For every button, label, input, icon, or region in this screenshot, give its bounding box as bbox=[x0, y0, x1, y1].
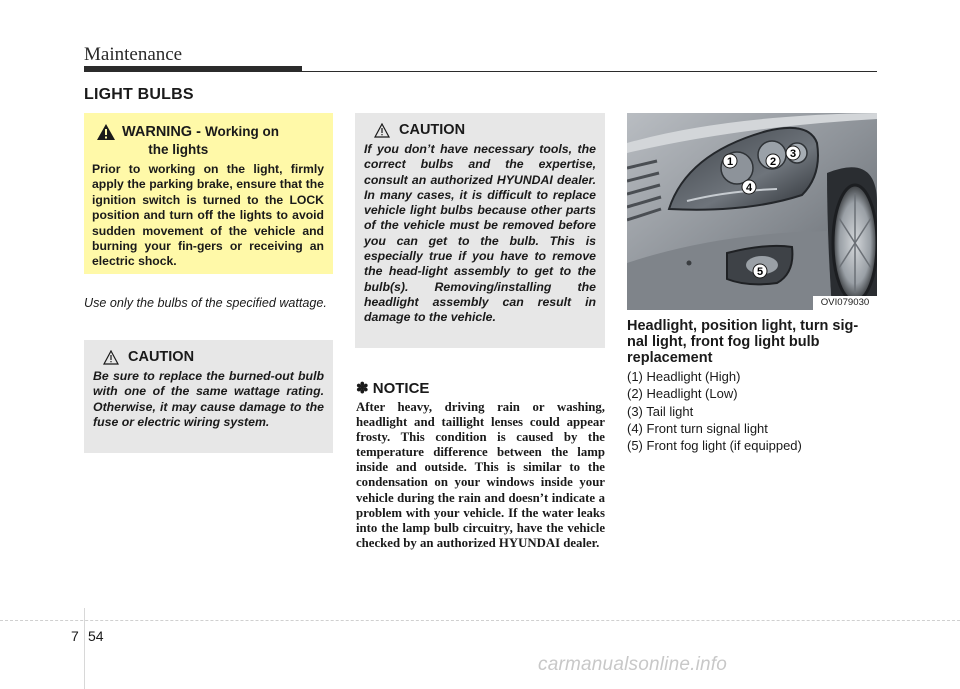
list-item: (3) Tail light bbox=[627, 403, 694, 419]
footer-rule bbox=[0, 620, 960, 621]
bulb-section-heading: Headlight, position light, turn sig-nal light, front fog light bulb replacement bbox=[627, 318, 859, 366]
chapter-number: 7 bbox=[71, 628, 79, 644]
bulb-wattage-note: Use only the bulbs of the specified wattage. bbox=[84, 296, 327, 310]
callout-label: 3 bbox=[789, 148, 797, 160]
list-item: (5) Front fog light (if equipped) bbox=[627, 438, 802, 454]
caution-title: CAUTION bbox=[399, 122, 466, 138]
list-item: (2) Headlight (Low) bbox=[627, 386, 738, 402]
header-bar bbox=[84, 66, 302, 72]
headlight-photo bbox=[627, 113, 877, 310]
caution-header bbox=[103, 349, 324, 365]
caution-icon bbox=[374, 123, 390, 138]
notice-title: ✽ NOTICE bbox=[356, 380, 430, 397]
warning-box bbox=[84, 113, 333, 274]
figure-code: OVI079030 bbox=[813, 296, 877, 310]
warning-icon bbox=[96, 123, 116, 141]
footer-divider bbox=[84, 608, 85, 689]
headlight-illustration bbox=[627, 113, 877, 310]
warning-subtitle: Working on the lights bbox=[148, 124, 279, 157]
watermark: carmanualsonline.info bbox=[538, 654, 728, 675]
warning-body: Prior to working on the light, firmly apply the parking brake, ensure that the ignition switch is turned to the LOCK position and turn off the lights to avoid sudden movement of the vehicle and burning your fin-gers or receiving an electric shock. bbox=[92, 162, 324, 269]
callout-label: 4 bbox=[745, 182, 753, 194]
header-section-title: Maintenance bbox=[84, 44, 183, 65]
list-item: (1) Headlight (High) bbox=[627, 369, 741, 384]
caution-title: CAUTION bbox=[128, 349, 195, 365]
caution-icon bbox=[103, 350, 119, 365]
notice-body: After heavy, driving rain or washing, headlight and taillight lenses could appear frosty. This condition is caused by the temperature difference between the lamp inside and outside. This is similar to the condensation on your windows inside your vehicle during the rain and doesn’t indicate a problem with your vehicle. If the water leaks into the lamp bulb circuitry, have the vehicle checked by an authorized HYUNDAI dealer. bbox=[356, 400, 605, 550]
warning-title: WARNING - bbox=[122, 124, 205, 140]
callout-label: 2 bbox=[769, 156, 777, 168]
caution-header bbox=[374, 122, 596, 138]
bulb-list bbox=[627, 368, 802, 454]
caution-box-middle bbox=[355, 113, 605, 348]
callout-label: 1 bbox=[726, 156, 734, 168]
page-title: LIGHT BULBS bbox=[84, 86, 194, 103]
page-number: 54 bbox=[88, 628, 104, 644]
caution-box-left bbox=[84, 340, 333, 453]
caution-body: Be sure to replace the burned-out bulb with one of the same wattage rating. Otherwise, it may cause damage to the fuse or electric wiring system. bbox=[93, 369, 324, 429]
callout-label: 5 bbox=[756, 266, 764, 278]
list-item: (4) Front turn signal light bbox=[627, 420, 768, 436]
caution-body: If you don’t have necessary tools, the correct bulbs and the expertise, consult an authorized HYUNDAI dealer. In many cases, it is difficult to replace vehicle light bulbs because other parts of the vehicle must be removed before you can get to the bulb. This is especially true if you have to remove the head-light assembly to get to the bulb(s). Removing/installing the headlight assembly can result in damage to the vehicle. bbox=[364, 142, 596, 325]
warning-header bbox=[96, 123, 324, 159]
header-rule bbox=[302, 71, 877, 72]
